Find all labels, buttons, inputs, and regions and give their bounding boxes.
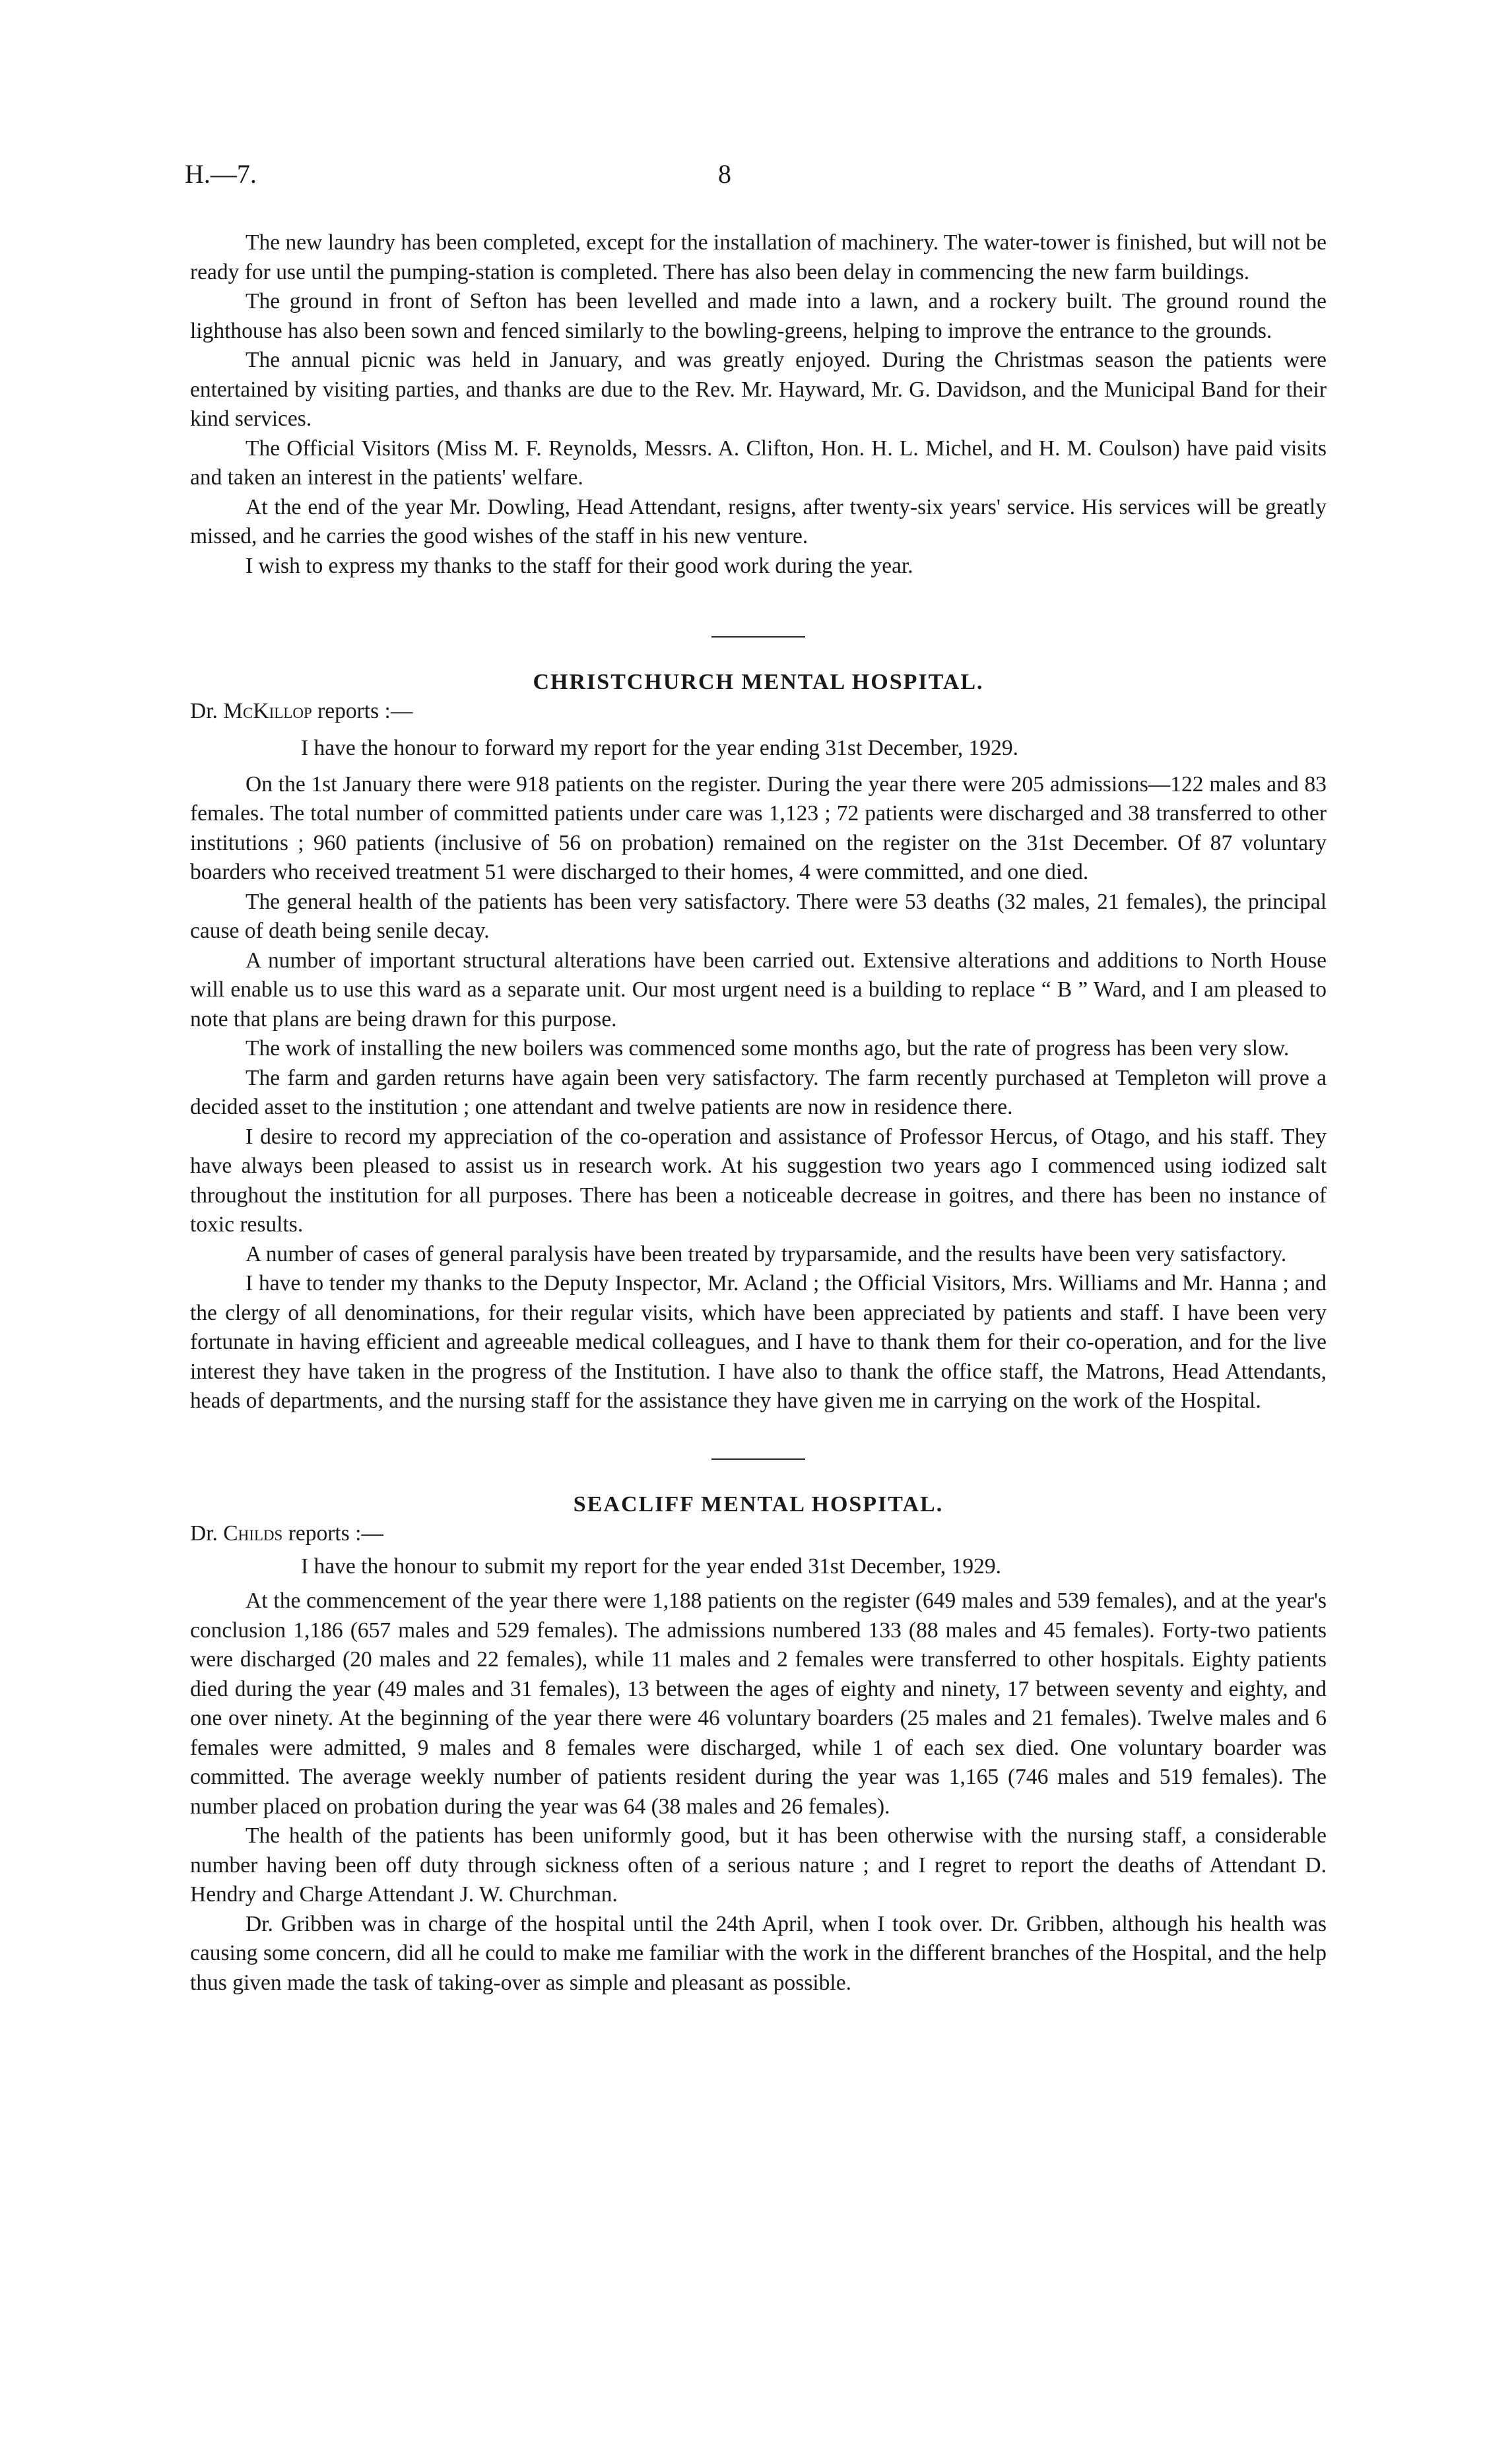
reporter-prefix: Dr. (190, 699, 218, 723)
paragraph: At the commencement of the year there were 1,188 patients on the register (649 males and 539 females), and at the year's conclusion 1,186 (657 males and 529 females). The admissions numbered 133 (88 males and 45 females). Forty-two patients were discharged (20 males and 22 females), while 11 males and 2 females were transferred to other hospitals. Eighty patients died during the year (49 males and 31 females), 13 between the ages of eighty and ninety, 17 between seventy and eighty, and one over ninety. At the beginning of the year there were 46 voluntary boarders (25 males and 21 females). Twelve males and 6 females were admitted, 9 males and 8 females were discharged, while 1 of each sex died. One voluntary boarder was committed. The average weekly number of patients resident during the year was 1,165 (746 males and 519 females). The number placed on probation during the year was 64 (38 males and 26 females). (190, 1588, 1327, 1819)
section-divider (711, 1458, 805, 1460)
paragraph: A number of important structural alterations have been carried out. Extensive alterations and additions to North House will enable us to use this ward as a separate unit. Our most urgent need is a building to replace “ B ” Ward, and I am pleased to note that plans are being drawn for this purpose. (190, 948, 1327, 1031)
paragraph: The general health of the patients has been very satisfactory. There were 53 deaths (32 males, 21 females), the principal cause of death being senile decay. (190, 889, 1327, 943)
reporter-suffix: reports :— (317, 699, 413, 723)
opening-line: I have the honour to forward my report for the year ending 31st December, 1929. (301, 736, 1019, 760)
section-divider (711, 636, 805, 638)
section-heading: CHRISTCHURCH MENTAL HOSPITAL. (533, 670, 984, 694)
paragraph: On the 1st January there were 918 patients on the register. During the year there were 205 admissions—122 males and 83 females. The total number of committed patients under care was 1,123 ; 72 patients were discharged and 38 transferred to other institutions ; 960 patients (inclusive of 56 on probation) remained on the register on the 31st December. Of 87 voluntary boarders who received treatment 51 were discharged to their homes, 4 were committed, and one died. (190, 771, 1327, 884)
section-heading: SEACLIFF MENTAL HOSPITAL. (573, 1491, 944, 1517)
reporter-prefix: Dr. (190, 1521, 218, 1546)
paragraph: I desire to record my appreciation of the co-operation and assistance of Professor Hercus, of Otago, and his staff. They have always been pleased to assist us in research work. At his suggestion two years ago I commenced using iodized salt throughout the institution for all purposes. There has been a noticeable decrease in goitres, and there has been no instance of toxic results. (190, 1124, 1327, 1237)
paragraph: Dr. Gribben was in charge of the hospital until the 24th April, when I took over. Dr. Gribben, although his health was causing some concern, did all he could to make me familiar with the work in the different branches of the Hospital, and the help thus given made the task of taking-over as simple and pleasant as possible. (190, 1911, 1327, 1995)
reporter-line (190, 1519, 1327, 1548)
opening-line: I have the honour to submit my report for the year ended 31st December, 1929. (301, 1554, 1002, 1579)
page-header (185, 158, 1327, 198)
intro-section (190, 228, 1327, 581)
seacliff-section (190, 1490, 1327, 1998)
paragraph: The ground in front of Sefton has been levelled and made into a lawn, and a rockery built. The ground round the lighthouse has also been sown and fenced similarly to the bowling-greens, helping to improve the entrance to the grounds. (190, 289, 1327, 343)
paragraph: A number of cases of general paralysis have been treated by tryparsamide, and the results have been very satisfactory. (246, 1241, 1287, 1266)
paragraph: I wish to express my thanks to the staff for their good work during the year. (246, 553, 913, 578)
paragraph: The work of installing the new boilers was commenced some months ago, but the rate of progress has been very slow. (246, 1036, 1290, 1061)
paragraph: I have to tender my thanks to the Deputy Inspector, Mr. Acland ; the Official Visitors, Mrs. Williams and Mr. Hanna ; and the clergy of all denominations, for their regular visits, which have been appreciated by patients and staff. I have been very fortunate in having efficient and agreeable medical colleagues, and I have to thank them for their co-operation, and for the live interest they have taken in the progress of the Institution. I have also to thank the office staff, the Matrons, Head Attendants, heads of departments, and the nursing staff for the assistance they have given me in carrying on the work of the Hospital. (190, 1271, 1327, 1413)
paragraph: At the end of the year Mr. Dowling, Head Attendant, resigns, after twenty-six years' service. His services will be greatly missed, and he carries the good wishes of the staff in his new venture. (190, 494, 1327, 548)
report-reference: H.—7. (185, 159, 257, 189)
reporter-line (190, 697, 1327, 726)
document-page (185, 158, 1327, 1998)
reporter-suffix: reports :— (288, 1521, 383, 1546)
paragraph: The new laundry has been completed, except for the installation of machinery. The water-tower is finished, but will not be ready for use until the pumping-station is completed. There has also been delay in commencing the new farm buildings. (190, 230, 1327, 284)
paragraph: The annual picnic was held in January, and was greatly enjoyed. During the Christmas season the patients were entertained by visiting parties, and thanks are due to the Rev. Mr. Hayward, Mr. G. Davidson, and the Municipal Band for their kind services. (190, 348, 1327, 431)
reporter-name: McKillop (223, 699, 312, 723)
reporter-name: Childs (223, 1521, 283, 1546)
paragraph: The Official Visitors (Miss M. F. Reynolds, Messrs. A. Clifton, Hon. H. L. Michel, and H. M. Coulson) have paid visits and taken an interest in the patients' welfare. (190, 436, 1327, 490)
paragraph: The farm and garden returns have again been very satisfactory. The farm recently purchased at Templeton will prove a decided asset to the institution ; one attendant and twelve patients are now in residence there. (190, 1065, 1327, 1119)
christchurch-section (190, 668, 1327, 1416)
paragraph: The health of the patients has been uniformly good, but it has been otherwise with the nursing staff, a considerable number having been off duty through sickness often of a serious nature ; and I regret to report the deaths of Attendant D. Hendry and Charge Attendant J. W. Churchman. (190, 1823, 1327, 1907)
page-number: 8 (718, 159, 731, 189)
